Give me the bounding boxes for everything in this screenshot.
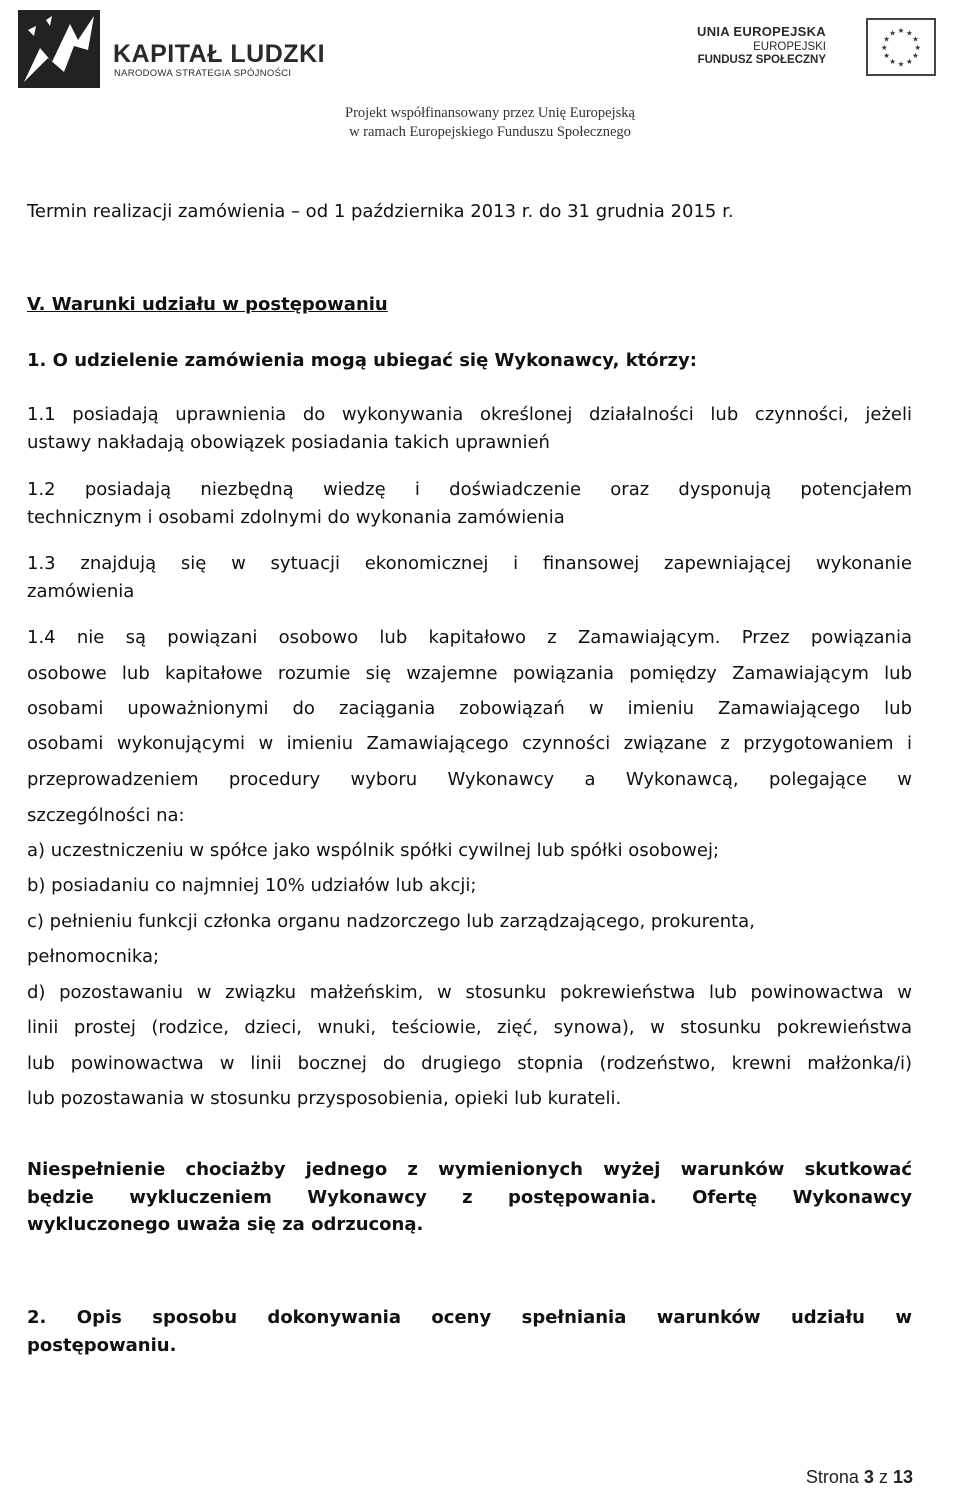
svg-text:★: ★ [912, 51, 919, 61]
clause-1-3-line-1: 1.3 znajdują się w sytuacji ekonomicznej i finansowej zapewniającej wykonanie [27, 553, 912, 574]
list-item-d: d) pozostawaniu w związku małżeńskim, w stosunku pokrewieństwa lub powinowactwa w [27, 982, 912, 1003]
exclusion-note-line: wykluczonego uważa się za odrzuconą. [27, 1214, 424, 1235]
eu-line-3: FUNDUSZ SPOŁECZNY [697, 54, 826, 66]
list-item-c: c) pełnieniu funkcji członka organu nadzorczego lub zarządzającego, prokurenta, [27, 911, 755, 932]
svg-text:★: ★ [906, 28, 913, 38]
clause-1-4-line: osobami wykonującymi w imieniu Zamawiającego czynności związane z przygotowaniem i [27, 733, 912, 754]
svg-text:★: ★ [880, 42, 888, 52]
svg-text:★: ★ [912, 34, 919, 44]
clause-1-2-line-2: technicznym i osobami zdolnymi do wykonania zamówienia [27, 507, 565, 528]
svg-text:★: ★ [897, 59, 905, 69]
kapital-ludzki-logo [18, 10, 326, 88]
clause-1-4-line: osobowe lub kapitałowe rozumie się wzajemne powiązania pomiędzy Zamawiającym lub [27, 663, 912, 684]
svg-text:★: ★ [889, 28, 896, 38]
kapital-ludzki-subtitle: NARODOWA STRATEGIA SPÓJNOŚCI [114, 68, 292, 79]
eu-logo-text [697, 24, 826, 66]
clause-1-1-line-1: 1.1 posiadają uprawnienia do wykonywania określonej działalności lub czynności, jeżeli [27, 404, 912, 425]
cofinancing-note [0, 104, 960, 142]
clause-1-3-line-2: zamówienia [27, 581, 135, 602]
list-item-a: a) uczestniczeniu w spółce jako wspólnik spółki cywilnej lub spółki osobowej; [27, 840, 720, 861]
list-item-d-cont: linii prostej (rodzice, dzieci, wnuki, teściowie, zięć, synowa), w stosunku pokrewieństwa [27, 1017, 912, 1038]
section-2-title-line-2: postępowaniu. [27, 1335, 177, 1356]
svg-text:★: ★ [914, 42, 922, 52]
section-2-title-line-1: 2. Opis sposobu dokonywania oceny spełniania warunków udziału w [27, 1307, 912, 1328]
clause-1-4-line: szczególności na: [27, 805, 185, 826]
page-number [806, 1467, 913, 1488]
list-item-c-cont: pełnomocnika; [27, 946, 160, 967]
exclusion-note-line: Niespełnienie chociażby jednego z wymienionych wyżej warunków skutkować [27, 1159, 912, 1180]
svg-text:★: ★ [906, 57, 913, 67]
page-label: Strona [805, 1467, 859, 1487]
kapital-ludzki-title: KAPITAŁ LUDZKI [113, 40, 326, 68]
cofinancing-line-2: w ramach Europejskiego Funduszu Społecznego [349, 124, 631, 140]
page-total: 13 [892, 1467, 913, 1487]
svg-text:★: ★ [889, 57, 896, 67]
clause-1-4-line: osobami upoważnionymi do zaciągania zobowiązań w imieniu Zamawiającego lub [27, 698, 912, 719]
deadline-text: Termin realizacji zamówienia – od 1 października 2013 r. do 31 grudnia 2015 r. [27, 201, 734, 222]
page-current: 3 [863, 1467, 874, 1487]
clause-1-1-line-2: ustawy nakładają obowiązek posiadania takich uprawnień [27, 432, 550, 453]
cofinancing-line-1: Projekt współfinansowany przez Unię Europejską [345, 105, 635, 121]
svg-text:★: ★ [897, 26, 905, 36]
list-item-b: b) posiadaniu co najmniej 10% udziałów lub akcji; [27, 875, 477, 896]
clause-1-heading: 1. O udzielenie zamówienia mogą ubiegać się Wykonawcy, którzy: [27, 350, 697, 371]
exclusion-note-line: będzie wykluczeniem Wykonawcy z postępowania. Ofertę Wykonawcy [27, 1187, 912, 1208]
eu-line-1: UNIA EUROPEJSKA [697, 24, 826, 39]
clause-1-4-line: 1.4 nie są powiązani osobowo lub kapitałowo z Zamawiającym. Przez powiązania [27, 627, 912, 648]
eu-line-2: EUROPEJSKI [753, 41, 826, 53]
list-item-d-cont: lub pozostawania w stosunku przysposobienia, opieki lub kurateli. [27, 1088, 622, 1109]
list-item-d-cont: lub powinowactwa w linii bocznej do drugiego stopnia (rodzeństwo, krewni małżonka/i) [27, 1053, 912, 1074]
eu-flag-icon [866, 18, 936, 76]
svg-text:★: ★ [883, 34, 890, 44]
svg-text:★: ★ [883, 51, 890, 61]
kapital-ludzki-emblem [18, 10, 100, 88]
page-separator: z [878, 1467, 888, 1487]
clause-1-4-line: przeprowadzeniem procedury wyboru Wykonawcy a Wykonawcą, polegające w [27, 769, 912, 790]
page-header [0, 0, 960, 150]
section-v-title: V. Warunki udziału w postępowaniu [27, 294, 388, 315]
clause-1-2-line-1: 1.2 posiadają niezbędną wiedzę i doświadczenie oraz dysponują potencjałem [27, 479, 912, 500]
eu-logo [690, 18, 936, 80]
